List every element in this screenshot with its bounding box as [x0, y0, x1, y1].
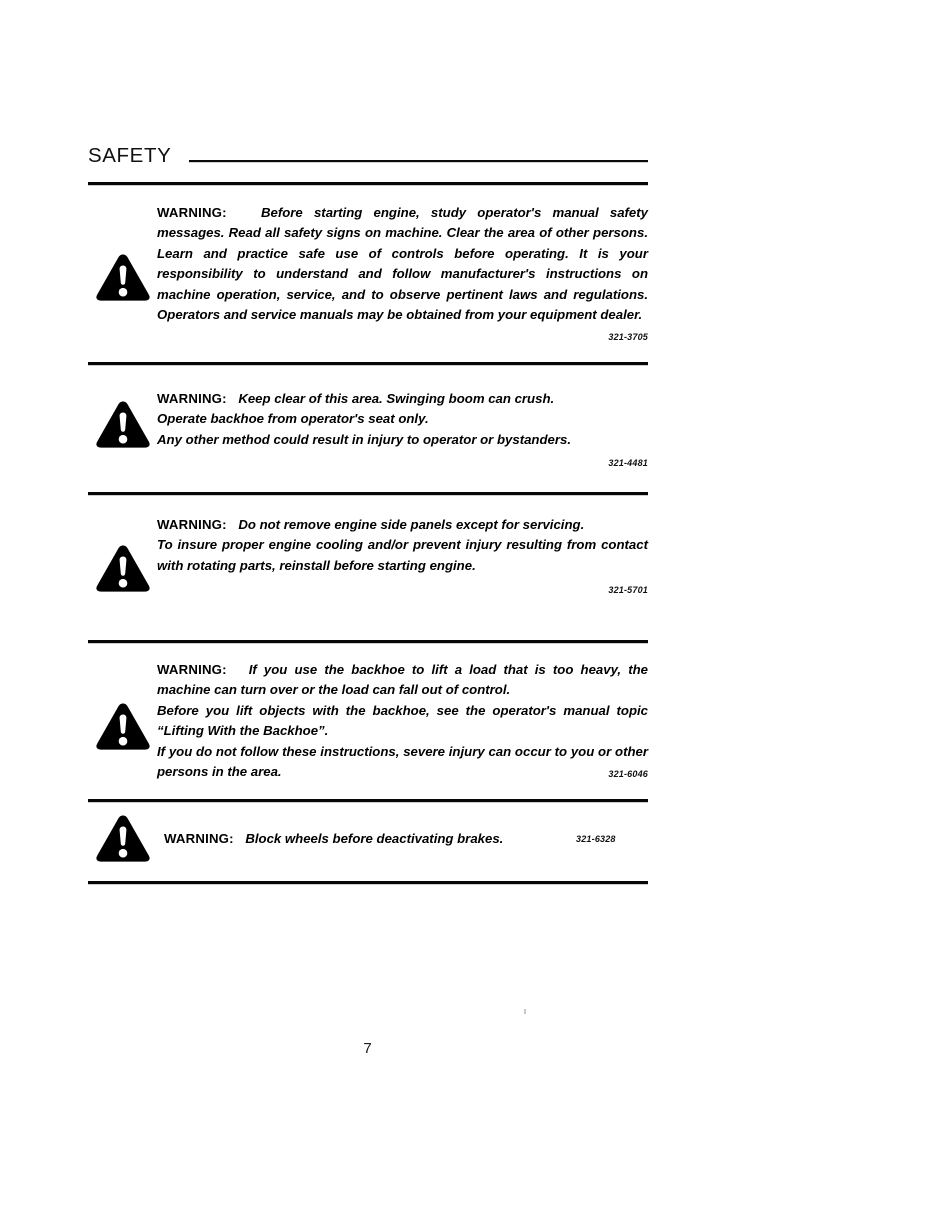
part-code: 321-6328: [576, 834, 616, 844]
warning-body: Block wheels before deactivating brakes.: [245, 830, 504, 846]
warning-body-line-2: Operate backhoe from operator's seat only.: [157, 411, 429, 427]
part-code: 321-6046: [608, 769, 648, 780]
divider-3: [88, 640, 648, 643]
warning-body: Before starting engine, study operator's manual safety messages. Read all safety signs on machine. Clear the area of other persons. Learn and practice safe use of controls before operating. It is your responsibility to understand and follow manufacturer's instructions on machine operation, service, and to observe pertinent laws and regulations. Operators and service manuals may be obtained from your equipment dealer.: [157, 205, 648, 323]
warning-body-line-2: Before you lift objects with the backhoe, see the operator's manual topic “Lifting With the Backhoe”.: [157, 702, 648, 739]
scan-artifact: [524, 1009, 526, 1014]
divider-1: [88, 362, 648, 365]
warning-text-4: [157, 660, 648, 782]
header-rule: [189, 160, 648, 162]
warning-triangle-icon: [95, 702, 151, 752]
section-header: [88, 143, 648, 169]
warning-label: WARNING:: [157, 205, 227, 220]
warning-label: WARNING:: [157, 391, 227, 406]
part-code: 321-5701: [608, 585, 648, 596]
warning-body-line-3: If you do not follow these instructions, severe injury can occur to you or other persons in the area.: [157, 743, 648, 780]
warning-body-line-3: Any other method could result in injury to operator or bystanders.: [157, 431, 571, 447]
warning-text-3: [157, 515, 648, 601]
warning-block-5: [88, 814, 648, 864]
divider-4: [88, 799, 648, 802]
warning-text-2: [157, 389, 648, 474]
warning-block-4: [88, 660, 648, 784]
warning-body-line-1: If you use the backhoe to lift a load that is too heavy, the machine can turn over or the load can fall out of control.: [157, 662, 648, 698]
warning-text-1: [157, 203, 648, 343]
warning-triangle-icon: [95, 544, 151, 594]
warning-triangle-icon: [95, 400, 151, 450]
page-title: SAFETY: [88, 143, 172, 167]
warning-label: WARNING:: [164, 830, 234, 846]
warning-triangle-icon: [95, 253, 151, 303]
warning-triangle-icon: [95, 814, 151, 864]
page-number: 7: [363, 1040, 372, 1057]
part-code: 321-4481: [608, 458, 648, 469]
warning-body-line-1: Keep clear of this area. Swinging boom can crush.: [238, 391, 555, 406]
part-code: 321-3705: [608, 332, 648, 343]
warning-block-1: [88, 203, 648, 348]
warning-body-line-1: Do not remove engine side panels except for servicing.: [238, 517, 585, 532]
warning-label: WARNING:: [157, 517, 227, 532]
warning-body-line-2: To insure proper engine cooling and/or prevent injury resulting from contact with rotating parts, reinstall before starting engine.: [157, 537, 648, 573]
warning-block-3: [88, 515, 648, 601]
divider-2: [88, 492, 648, 495]
divider-bottom: [88, 881, 648, 884]
warning-label: WARNING:: [157, 662, 227, 677]
warning-text-5: [164, 829, 576, 849]
divider-top: [88, 182, 648, 185]
warning-block-2: [88, 389, 648, 474]
